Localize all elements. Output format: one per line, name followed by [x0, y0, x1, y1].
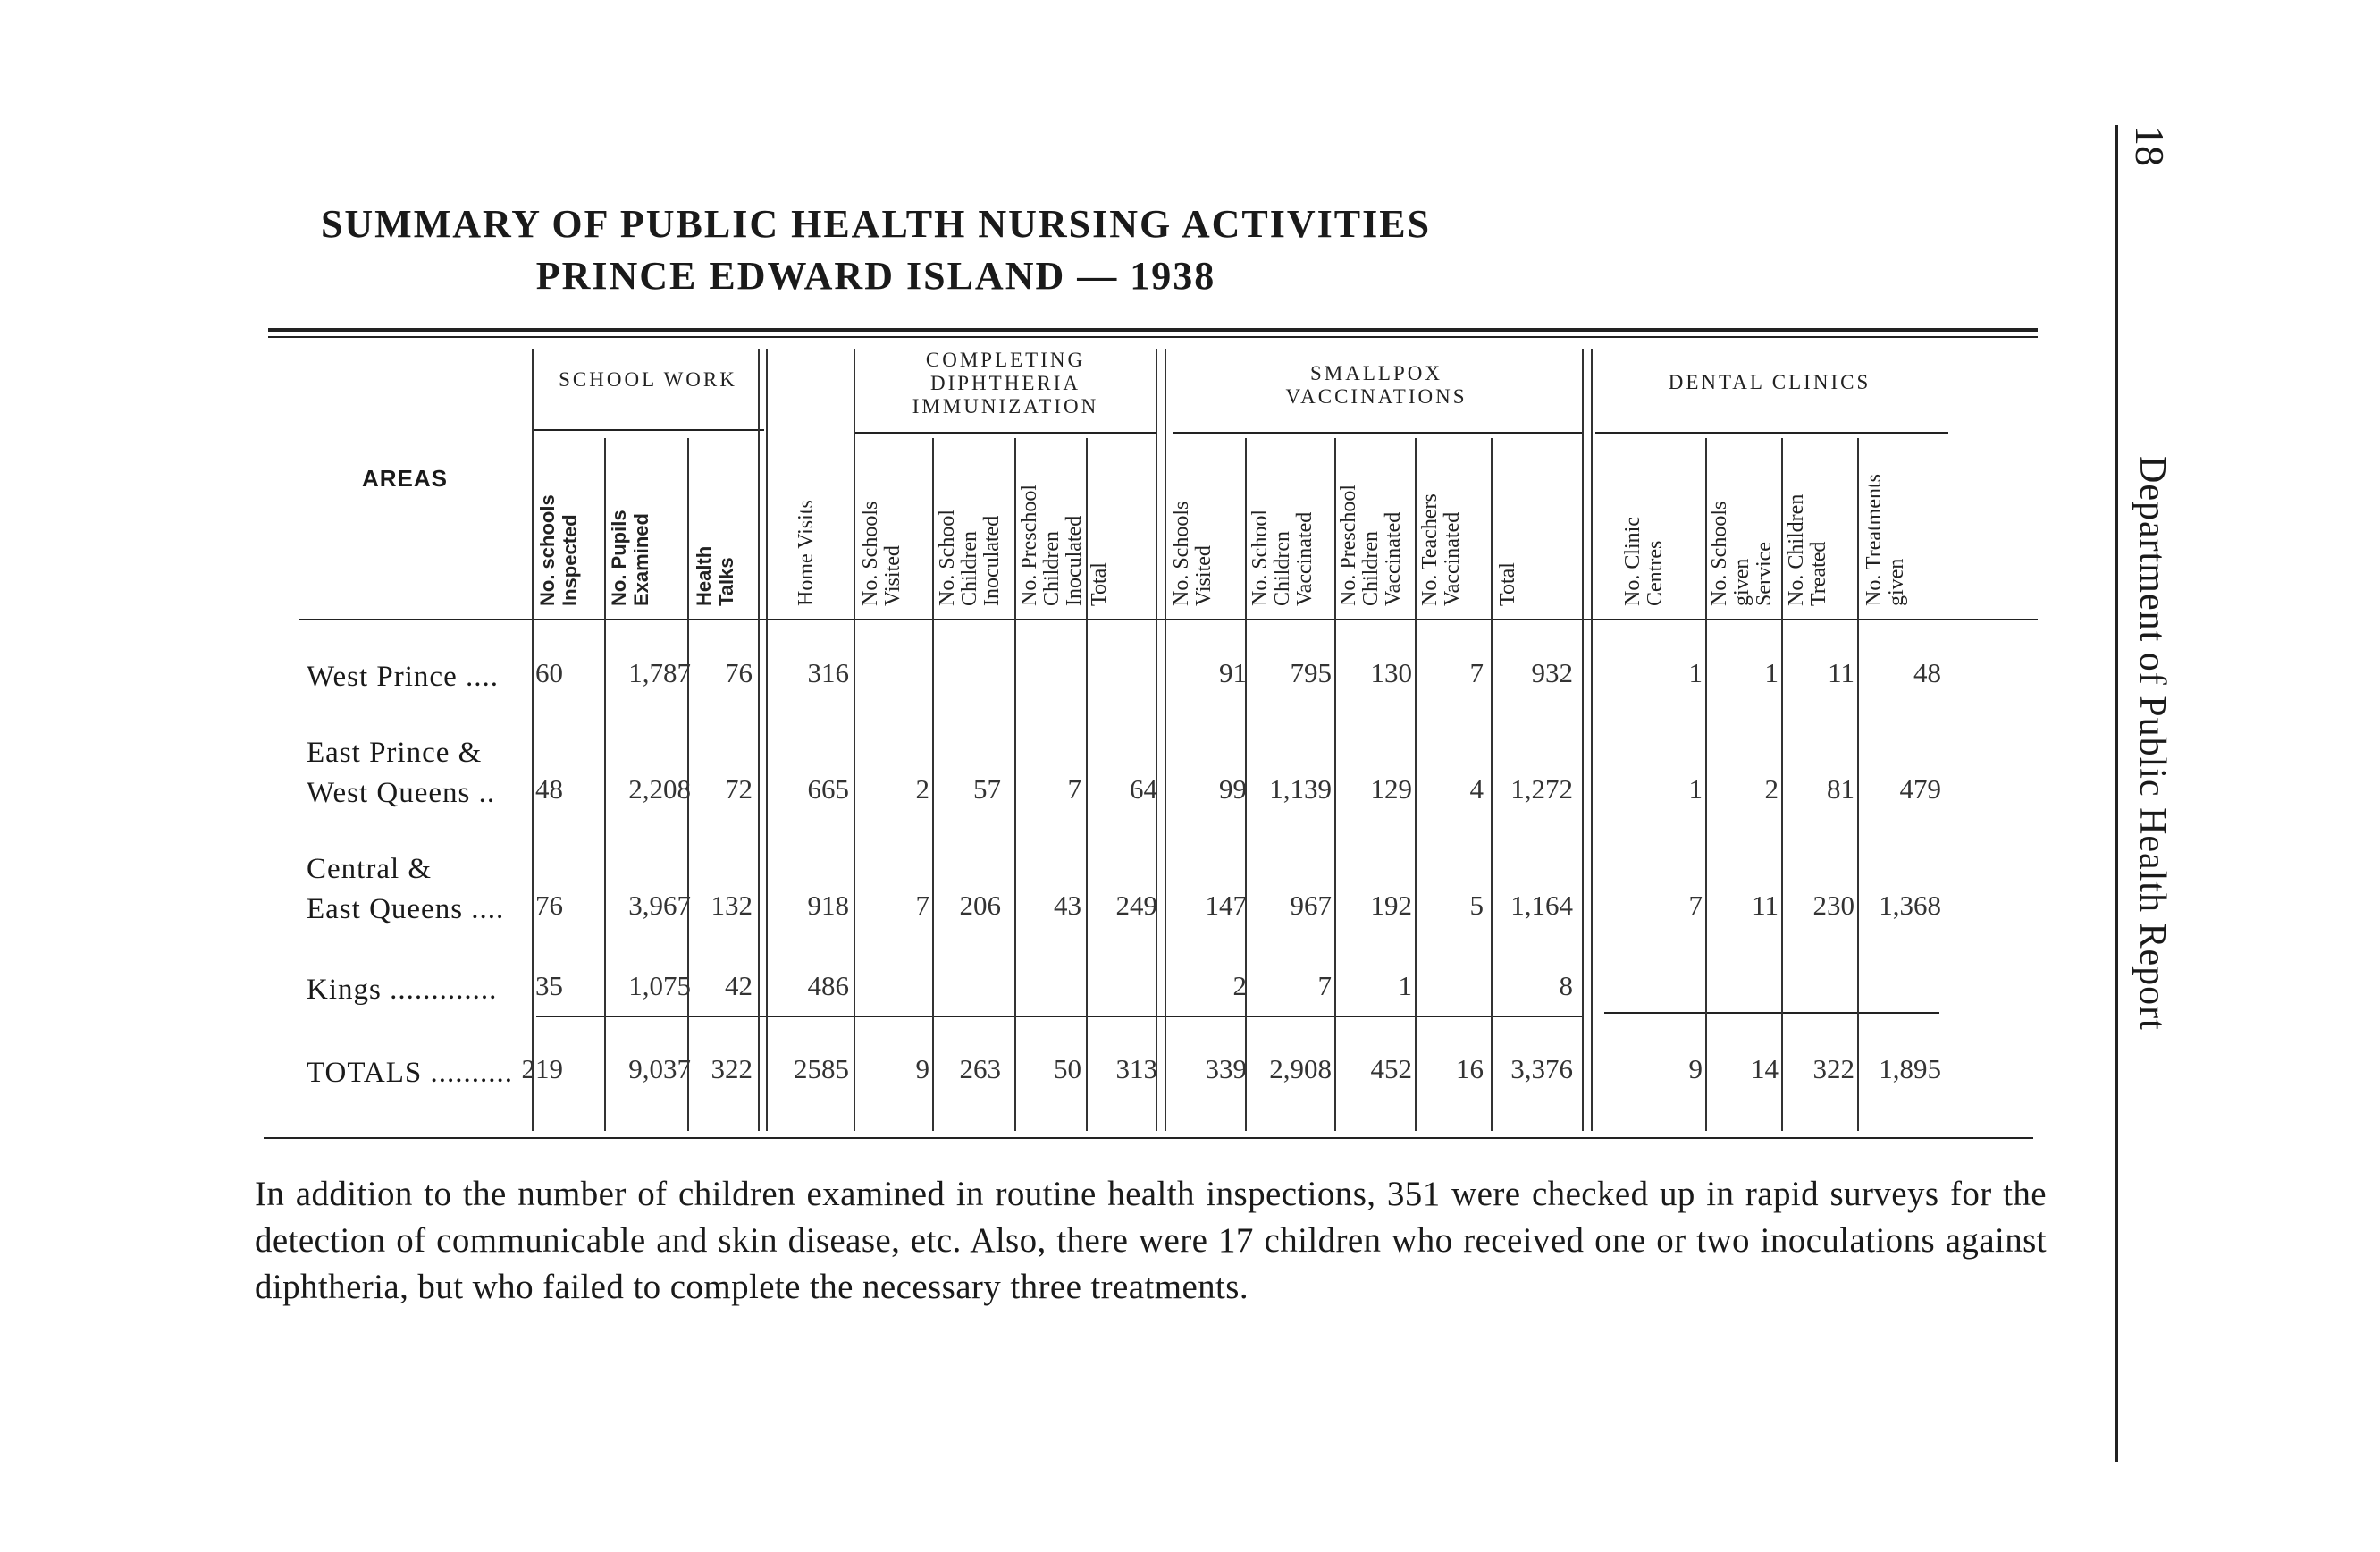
group-rule-diphtheria — [854, 432, 1157, 434]
column-header — [1863, 474, 1908, 606]
areas-column-header: AREAS — [362, 465, 449, 492]
sidebar-rule — [2115, 125, 2118, 1462]
totals-cell: 2,908 — [1269, 1053, 1332, 1084]
table-cell: 3,967 — [628, 890, 691, 921]
table-cell: 76 — [535, 890, 563, 921]
row-label: Central & East Queens .... — [307, 853, 505, 925]
table-cell: 967 — [1290, 890, 1332, 921]
column-header-line: Centres — [1644, 540, 1667, 606]
group-rule-smallpox — [1173, 432, 1584, 434]
table-cell: 2,208 — [628, 773, 691, 805]
footnote-paragraph: In addition to the number of children examined in routine health inspections, 351 were checked up in rapid surveys for the detection of communicable and skin disease, etc. Also, there were 17 children who received one or two inoculations against diphtheria, but who failed to complete the necessary three treatments. — [255, 1175, 2047, 1306]
table-cell: 147 — [1205, 890, 1247, 921]
table-cell: 7 — [1317, 970, 1332, 1001]
col-divider — [1582, 349, 1584, 1131]
column-header — [1089, 562, 1111, 606]
table-cell: 1,787 — [628, 657, 691, 688]
col-divider — [854, 349, 855, 1131]
totals-cell: 2585 — [794, 1053, 849, 1084]
totals-cell: 9 — [1688, 1053, 1703, 1084]
totals-rule-left — [536, 1016, 1582, 1017]
column-header-line: Home Visits — [795, 500, 818, 606]
totals-cell: 322 — [711, 1053, 753, 1084]
group-header-smallpox: SMALLPOX VACCINATIONS — [1285, 362, 1468, 408]
page-number: 18 — [2127, 125, 2173, 166]
totals-cell: 219 — [521, 1053, 563, 1084]
totals-cell: 3,376 — [1510, 1053, 1573, 1084]
column-header-line: Visited — [881, 545, 904, 606]
table-cell: 932 — [1531, 657, 1573, 688]
column-header-line: Health — [693, 545, 715, 606]
table-cell: 7 — [1469, 657, 1484, 688]
column-header-line: No. Teachers — [1418, 493, 1442, 606]
column-header-line: No. Schools — [859, 501, 882, 606]
totals-cell: 9 — [915, 1053, 929, 1084]
table-top-rule-thin — [268, 336, 2038, 338]
column-header — [1171, 502, 1215, 606]
table-cell: 130 — [1370, 657, 1412, 688]
column-header-line: No. School — [1249, 510, 1272, 606]
table-cell: 11 — [1828, 657, 1854, 688]
column-header-line: Vaccinated — [1441, 511, 1464, 606]
column-header-line: No. Children — [1785, 493, 1808, 606]
table-cell: 486 — [807, 970, 849, 1001]
column-header-line: Total — [1496, 562, 1519, 606]
col-divider — [1781, 438, 1783, 1131]
table-cell: 81 — [1827, 773, 1854, 805]
table-cell: 8 — [1559, 970, 1573, 1001]
table-cell: 11 — [1752, 890, 1779, 921]
group-rule-dental — [1595, 432, 1948, 434]
table-cell: 1 — [1688, 657, 1703, 688]
column-header-line: given — [1885, 558, 1908, 606]
table-cell: 1,272 — [1510, 773, 1573, 805]
column-header-line: Children — [1271, 531, 1294, 606]
totals-rule-right — [1604, 1012, 1939, 1014]
col-divider — [604, 438, 606, 1131]
document-title: SUMMARY OF PUBLIC HEALTH NURSING ACTIVITIES — [320, 202, 1432, 246]
column-header-line: Talks — [715, 557, 737, 606]
table-cell: 91 — [1219, 657, 1247, 688]
column-header-line: Examined — [630, 513, 652, 606]
column-header-line: No. Clinic — [1621, 517, 1644, 606]
table-cell: 249 — [1115, 890, 1157, 921]
column-header — [1497, 562, 1519, 606]
totals-cell: 452 — [1370, 1053, 1412, 1084]
column-header-line: Children — [1040, 531, 1064, 606]
column-header-line: No. Schools — [1170, 501, 1193, 606]
column-header — [860, 502, 904, 606]
table-cell: 795 — [1290, 657, 1332, 688]
column-header-line: Children — [1359, 531, 1383, 606]
table-bottom-rule — [264, 1137, 2033, 1139]
header-bottom-rule — [299, 619, 2038, 620]
table-cell: 1,139 — [1269, 773, 1332, 805]
table-cell: 2 — [1764, 773, 1779, 805]
totals-cell: 9,037 — [628, 1053, 691, 1084]
column-header — [1622, 517, 1667, 606]
column-header-line: No. Pupils — [608, 510, 630, 606]
totals-row-label: TOTALS .......... — [307, 1057, 514, 1089]
column-header-line: Inoculated — [1063, 515, 1086, 606]
row-label: Kings ............. — [307, 974, 498, 1006]
column-header-line: Inoculated — [980, 515, 1004, 606]
table-cell: 1,368 — [1879, 890, 1941, 921]
table-cell: 76 — [725, 657, 753, 688]
table-cell: 192 — [1370, 890, 1412, 921]
table-cell: 206 — [959, 890, 1001, 921]
col-divider — [1591, 349, 1593, 1131]
table-cell: 72 — [725, 773, 753, 805]
table-cell: 35 — [535, 970, 563, 1001]
column-header — [693, 546, 737, 606]
table-cell: 665 — [807, 773, 849, 805]
table-cell: 918 — [807, 890, 849, 921]
table-cell: 60 — [535, 657, 563, 688]
table-cell: 316 — [807, 657, 849, 688]
col-divider — [1415, 438, 1417, 1131]
column-header-line: No. schools — [536, 494, 559, 606]
col-divider — [1086, 438, 1088, 1131]
column-header — [937, 510, 1004, 606]
row-label: West Prince .... — [307, 661, 499, 693]
col-divider — [1491, 438, 1493, 1131]
column-header-line: No. Preschool — [1018, 485, 1041, 606]
group-header-dental: DENTAL CLINICS — [1668, 371, 1871, 393]
table-cell: 479 — [1899, 773, 1941, 805]
column-header-line: given — [1730, 558, 1753, 606]
totals-cell: 313 — [1115, 1053, 1157, 1084]
column-header-line: No. Schools — [1708, 501, 1731, 606]
column-header — [1249, 510, 1316, 606]
table-top-rule — [268, 328, 2038, 332]
table-cell: 5 — [1469, 890, 1484, 921]
column-header — [1019, 485, 1086, 606]
totals-cell: 339 — [1205, 1053, 1247, 1084]
table-cell: 99 — [1219, 773, 1247, 805]
group-header-diphtheria: COMPLETING DIPHTHERIA IMMUNIZATION — [912, 349, 1099, 418]
column-header — [608, 510, 652, 606]
table-cell: 42 — [725, 970, 753, 1001]
table-cell: 132 — [711, 890, 753, 921]
table-cell: 43 — [1054, 890, 1081, 921]
col-divider — [1165, 349, 1166, 1131]
table-cell: 1,164 — [1510, 890, 1573, 921]
column-header-line: No. Treatments — [1863, 473, 1886, 606]
table-cell: 4 — [1469, 773, 1484, 805]
totals-cell: 263 — [959, 1053, 1001, 1084]
totals-cell: 322 — [1812, 1053, 1854, 1084]
totals-cell: 14 — [1751, 1053, 1779, 1084]
col-divider — [932, 438, 934, 1131]
table-cell: 230 — [1812, 890, 1854, 921]
table-cell: 2 — [1232, 970, 1247, 1001]
col-divider — [1014, 438, 1016, 1131]
table-cell: 7 — [915, 890, 929, 921]
table-cell: 48 — [1913, 657, 1941, 688]
column-header — [1709, 502, 1776, 606]
col-divider — [1705, 438, 1707, 1131]
row-label: East Prince & West Queens .. — [307, 737, 496, 809]
column-header-line: No. School — [936, 510, 959, 606]
column-header-line: Vaccinated — [1382, 511, 1405, 606]
document-subtitle: PRINCE EDWARD ISLAND — 1938 — [535, 254, 1216, 298]
column-header — [1419, 493, 1464, 606]
table-cell: 7 — [1688, 890, 1703, 921]
column-header — [1786, 494, 1830, 606]
column-header — [536, 494, 581, 606]
column-header-line: Total — [1088, 562, 1111, 606]
table-cell: 57 — [973, 773, 1001, 805]
table-cell: 2 — [915, 773, 929, 805]
column-header-line: Inspected — [559, 514, 581, 606]
col-divider — [758, 349, 760, 1131]
column-header — [795, 500, 818, 606]
table-cell: 129 — [1370, 773, 1412, 805]
table-cell: 64 — [1130, 773, 1157, 805]
column-header-line: Children — [958, 531, 981, 606]
group-header-school-work: SCHOOL WORK — [559, 368, 737, 391]
table-cell: 7 — [1067, 773, 1081, 805]
column-header-line: Service — [1753, 542, 1776, 606]
table-cell: 48 — [535, 773, 563, 805]
col-divider — [1156, 349, 1157, 1131]
col-divider — [1857, 438, 1859, 1131]
column-header — [1338, 485, 1405, 606]
totals-cell: 1,895 — [1879, 1053, 1941, 1084]
col-divider — [532, 349, 534, 1131]
table-cell: 1 — [1688, 773, 1703, 805]
column-header-line: Treated — [1807, 541, 1830, 606]
col-divider — [1334, 438, 1336, 1131]
running-title: Department of Public Health Report — [2132, 456, 2173, 1031]
table-cell: 1,075 — [628, 970, 691, 1001]
column-header-line: Visited — [1192, 545, 1215, 606]
totals-cell: 16 — [1456, 1053, 1484, 1084]
totals-cell: 50 — [1054, 1053, 1081, 1084]
table-cell: 1 — [1764, 657, 1779, 688]
group-rule-school — [534, 429, 764, 431]
table-cell: 1 — [1398, 970, 1412, 1001]
column-header-line: Vaccinated — [1293, 511, 1316, 606]
col-divider — [766, 349, 768, 1131]
column-header-line: No. Preschool — [1337, 485, 1360, 606]
